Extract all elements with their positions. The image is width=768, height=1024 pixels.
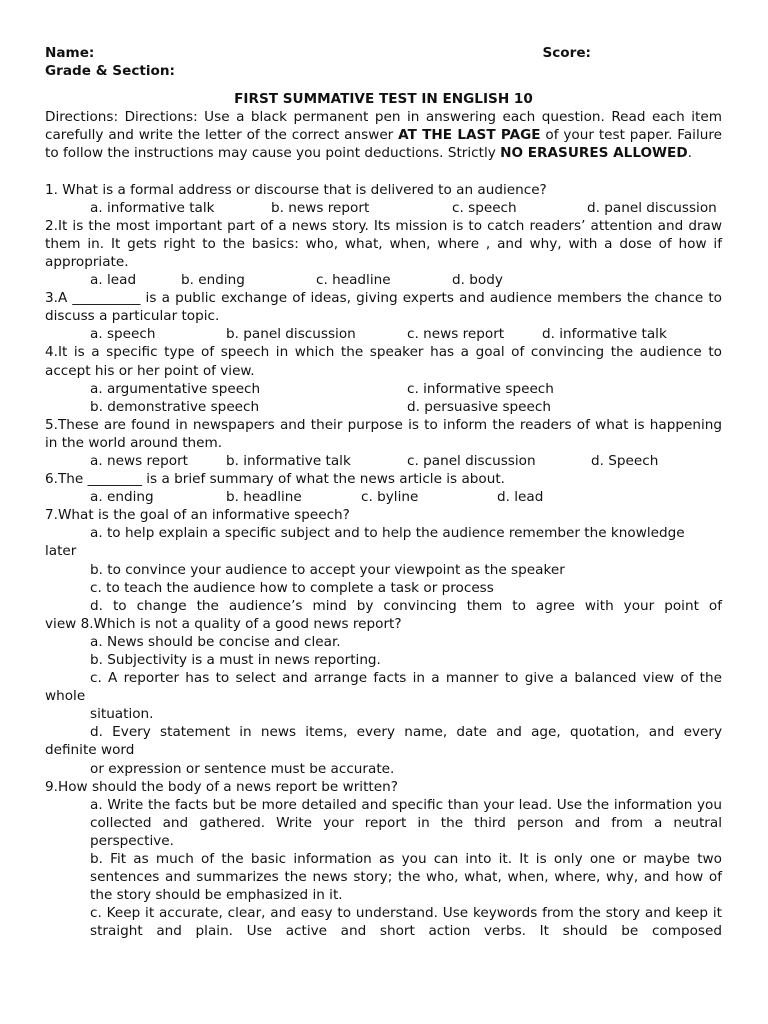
question-4: 4.It is a specific type of speech in which the speaker has a goal of convincing the audience to accept his or her point of view. (45, 344, 722, 379)
question-7-option-a: a. to help explain a specific subject and to help the audience remember the knowledge (90, 525, 685, 542)
option-c: c. headline (316, 272, 391, 289)
option-d: d. body (452, 272, 503, 289)
header-row (45, 44, 722, 62)
option-a: a. news report (90, 452, 188, 469)
option-a: a. lead (90, 272, 137, 289)
option-b: b. news report (271, 199, 370, 216)
question-8-option-c-cont: whole (45, 688, 86, 705)
name-label: Name: (45, 45, 95, 61)
question-8-option-a: a. News should be concise and clear. (90, 633, 341, 650)
option-a: a. informative talk (90, 199, 215, 216)
question-8-option-d-cont2: or expression or sentence must be accurate. (90, 760, 395, 777)
question-7-option-c: c. to teach the audience how to complete a task or process (90, 579, 494, 596)
test-paper (45, 44, 722, 941)
grade-section-label: Grade & Section: (45, 63, 175, 80)
question-8: view 8.Which is not a quality of a good news report? (45, 615, 402, 632)
option-d: d. informative talk (542, 326, 667, 343)
question-2-options (45, 271, 722, 289)
question-7-option-a-cont: later (45, 543, 77, 560)
option-c: c. informative speech (407, 380, 554, 397)
score-label: Score: (542, 45, 591, 61)
directions-emphasis: AT THE LAST PAGE (398, 127, 541, 144)
option-a: a. argumentative speech (90, 380, 261, 397)
option-b: b. informative talk (226, 452, 351, 469)
option-c: c. news report (407, 326, 505, 343)
option-c: c. speech (452, 199, 517, 216)
option-b: b. panel discussion (226, 326, 356, 343)
question-6-options (45, 488, 722, 506)
question-8-option-d-cont: definite word (45, 742, 135, 759)
question-9-option-b: b. Fit as much of the basic information as you can into it. It is only one or maybe two sentences and summarizes the news story; the who, what, when, where, why, and how of the story should be emphasized in it. (90, 851, 722, 904)
question-6: 6.The ________ is a brief summary of what the news article is about. (45, 471, 505, 488)
question-9: 9.How should the body of a news report be written? (45, 778, 398, 795)
question-8-option-b: b. Subjectivity is a must in news reporting. (90, 652, 381, 668)
question-1: 1. What is a formal address or discourse that is delivered to an audience? (45, 181, 547, 198)
option-a: a. ending (90, 489, 154, 506)
question-3: 3.A __________ is a public exchange of ideas, giving experts and audience members the chance to discuss a particular topic. (45, 290, 722, 325)
question-2: 2.It is the most important part of a news story. Its mission is to catch readers’ attention and draw them in. It gets right to the basics: who, what, when, where , and why, with a dose of how if appropriate. (45, 217, 722, 270)
option-d: d. persuasive speech (407, 398, 551, 415)
directions (45, 108, 722, 162)
option-c: c. panel discussion (407, 452, 536, 469)
directions-text: of your test paper. Failure to follow the instructions may cause you point deductions. Strictly (45, 127, 722, 162)
option-a: a. speech (90, 326, 156, 343)
option-b: b. ending (181, 272, 245, 289)
directions-emphasis: NO ERASURES ALLOWED (500, 145, 688, 162)
test-title: FIRST SUMMATIVE TEST IN ENGLISH 10 (234, 91, 533, 108)
option-b: b. demonstrative speech (90, 398, 260, 415)
option-b: b. headline (226, 489, 302, 506)
question-9-option-c: c. Keep it accurate, clear, and easy to understand. Use keywords from the story and keep it straight and plain. Use active and short action verbs. It should be composed (90, 905, 722, 940)
option-d: d. panel discussion (587, 199, 717, 216)
question-8-option-d: d. Every statement in news items, every name, date and age, quotation, and every (90, 724, 722, 741)
question-7: 7.What is the goal of an informative speech? (45, 507, 350, 524)
question-4-options-row1 (45, 380, 722, 398)
question-7-option-d: d. to change the audience’s mind by convincing them to agree with your point of (90, 597, 722, 614)
directions-text: . (687, 145, 692, 162)
option-d: d. Speech (591, 452, 659, 469)
directions-text: Directions: Directions: Use a black permanent pen in answering each question. Read each item carefully and write the letter of the correct answer (45, 109, 722, 144)
question-5-options (45, 452, 722, 470)
option-d: d. lead (497, 489, 544, 506)
question-1-options (45, 199, 722, 217)
question-8-option-c-cont2: situation. (90, 706, 154, 723)
question-8-option-c: c. A reporter has to select and arrange facts in a manner to give a balanced view of the (90, 670, 722, 687)
question-9-option-a: a. Write the facts but be more detailed and specific than your lead. Use the information you collected and gathered. Write your report in the third person and from a neutral perspective. (90, 796, 722, 849)
question-7-option-b: b. to convince your audience to accept your viewpoint as the speaker (90, 561, 565, 578)
question-3-options (45, 325, 722, 343)
option-c: c. byline (361, 489, 419, 506)
question-5: 5.These are found in newspapers and their purpose is to inform the readers of what is happening in the world around them. (45, 416, 722, 451)
question-4-options-row2 (45, 398, 722, 416)
